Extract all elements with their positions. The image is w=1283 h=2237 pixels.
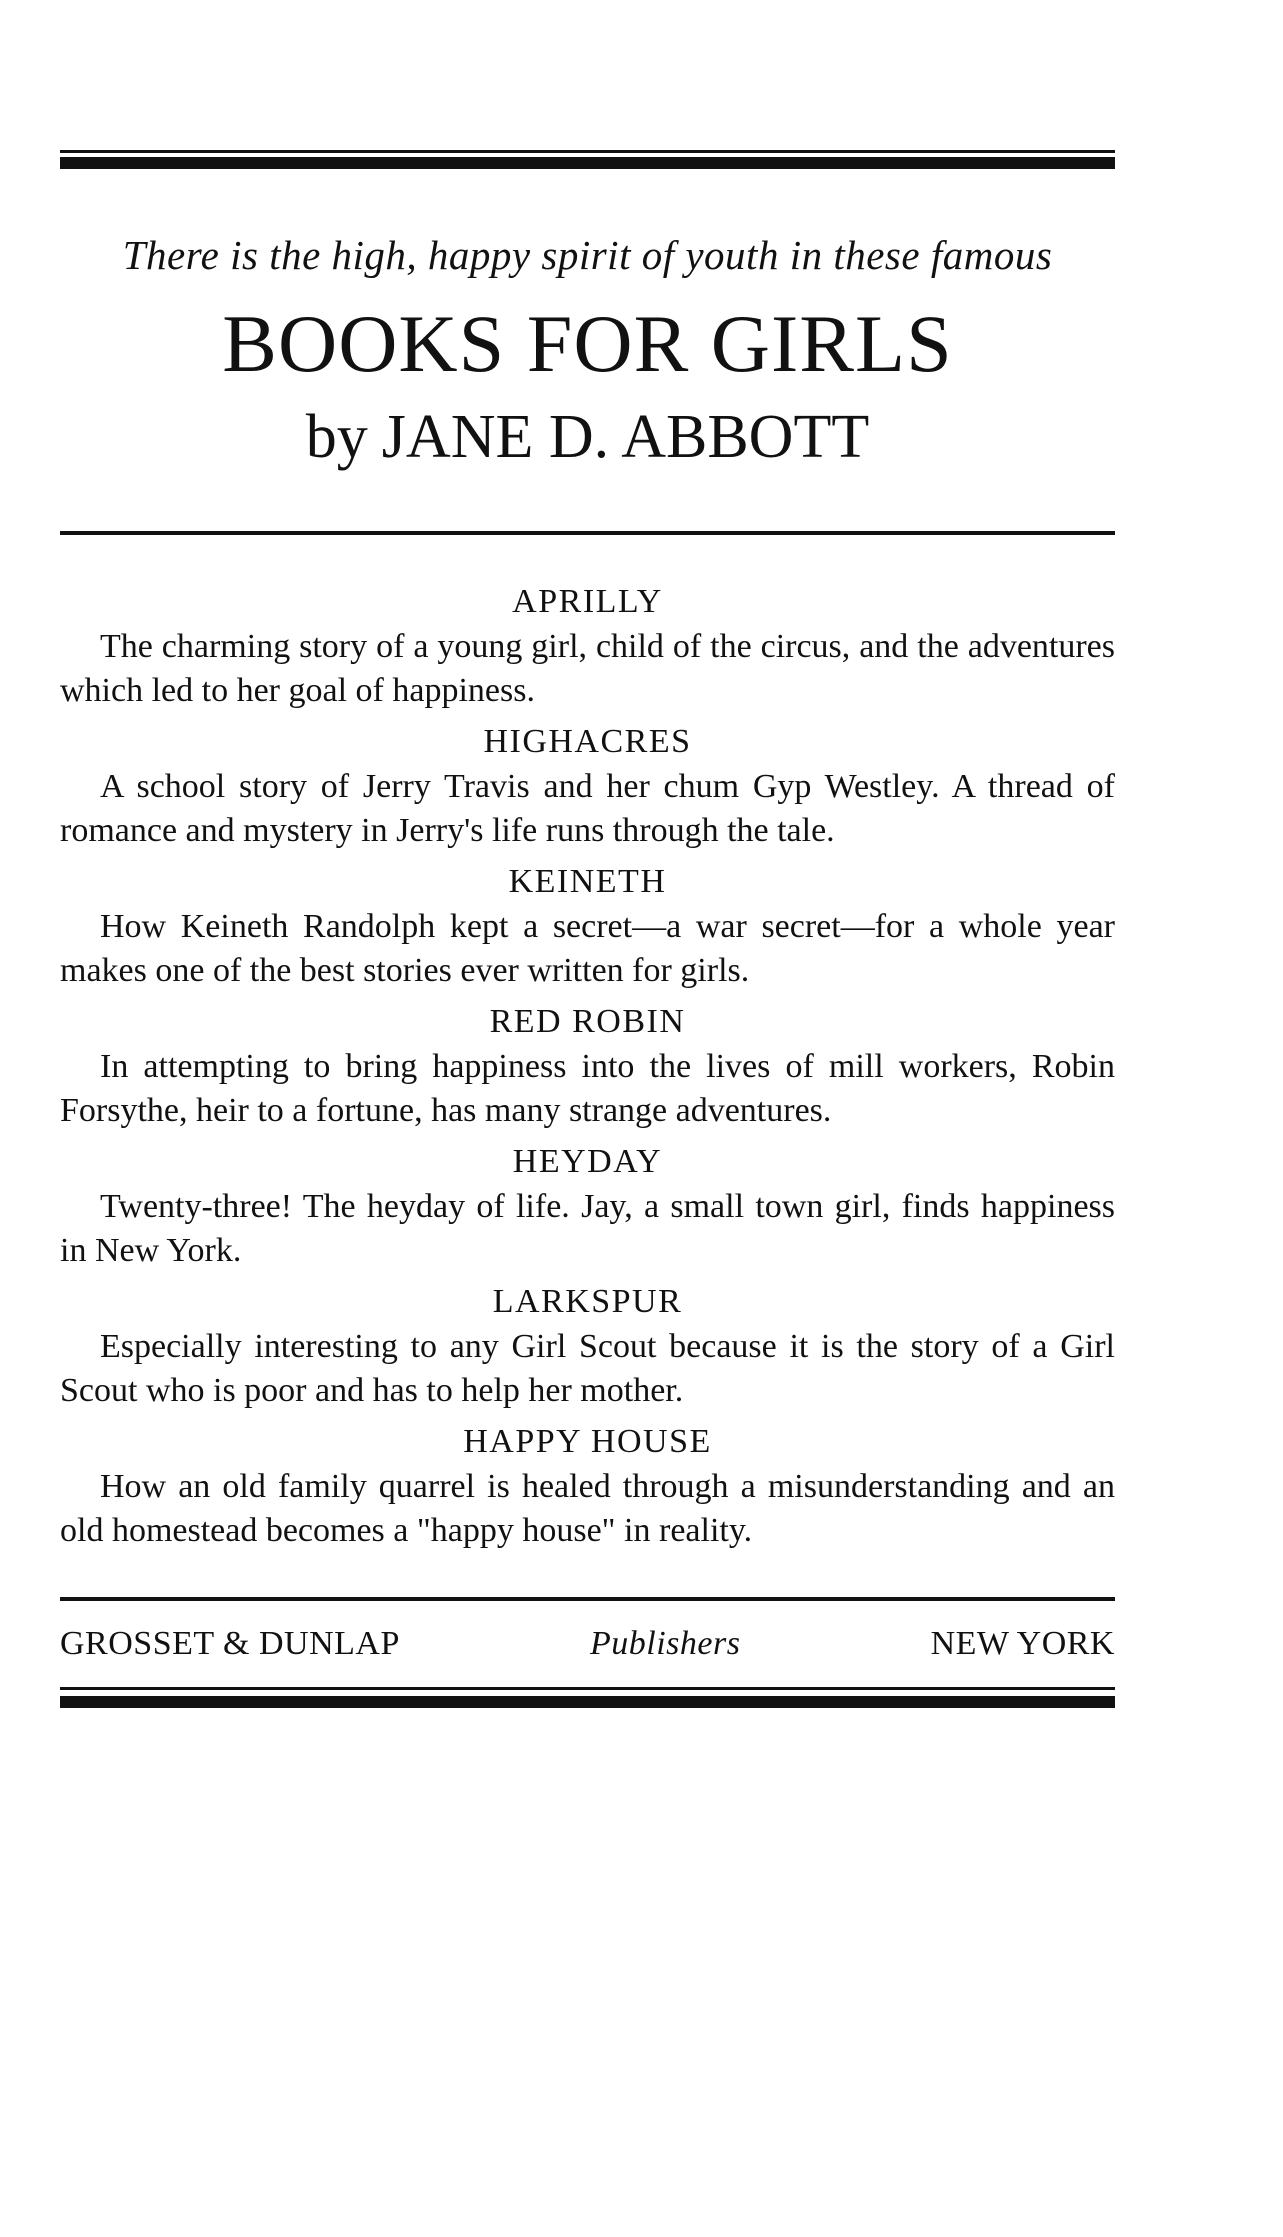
top-rules xyxy=(60,150,1115,169)
book-title: APRILLY xyxy=(512,583,663,621)
book-entry xyxy=(60,719,1115,853)
book-description: How Keineth Randolph kept a secret—a war secret—for a whole year makes one of the best stories ever written for girls. xyxy=(60,908,1115,990)
bottom-thick-rule xyxy=(60,1696,1115,1708)
publisher-city: NEW YORK xyxy=(930,1625,1115,1663)
book-entry xyxy=(60,1279,1115,1413)
book-description: Twenty-three! The heyday of life. Jay, a small town girl, finds happiness in New York. xyxy=(60,1188,1115,1270)
publisher-line xyxy=(60,1625,1115,1663)
header-divider xyxy=(60,531,1115,535)
book-title: RED ROBIN xyxy=(489,1003,686,1041)
book-entry xyxy=(60,999,1115,1133)
book-list xyxy=(60,579,1115,1553)
author-prefix: by xyxy=(305,403,368,472)
book-description: Especially interesting to any Girl Scout because it is the story of a Girl Scout who is poor and has to help her mother. xyxy=(60,1328,1115,1410)
book-description: A school story of Jerry Travis and her chum Gyp Westley. A thread of romance and mystery in Jerry's life runs through the tale. xyxy=(60,768,1115,850)
bottom-rules xyxy=(60,1687,1115,1708)
advertisement-page xyxy=(60,150,1115,1708)
book-title: HIGHACRES xyxy=(483,723,692,761)
book-title: HEYDAY xyxy=(512,1143,663,1181)
bottom-thin-rule xyxy=(60,1687,1115,1690)
book-title: KEINETH xyxy=(508,863,667,901)
footer-divider xyxy=(60,1597,1115,1601)
page-title: BOOKS FOR GIRLS xyxy=(222,298,953,389)
book-title: HAPPY HOUSE xyxy=(463,1423,712,1461)
book-entry xyxy=(60,1419,1115,1553)
book-description: The charming story of a young girl, child of the circus, and the adventures which led to her goal of happiness. xyxy=(60,628,1115,710)
book-entry xyxy=(60,859,1115,993)
book-description: In attempting to bring happiness into the lives of mill workers, Robin Forsythe, heir to a fortune, has many strange adventures. xyxy=(60,1048,1115,1130)
book-title: LARKSPUR xyxy=(492,1283,683,1321)
author-line xyxy=(60,403,1115,471)
publisher-name: GROSSET & DUNLAP xyxy=(60,1625,400,1663)
book-entry xyxy=(60,579,1115,713)
top-thin-rule xyxy=(60,150,1115,153)
book-entry xyxy=(60,1139,1115,1273)
tagline: There is the high, happy spirit of youth in these famous xyxy=(122,232,1053,278)
publisher-role: Publishers xyxy=(590,1625,741,1663)
book-description: How an old family quarrel is healed through a misunderstanding and an old homestead becomes a "happy house" in reality. xyxy=(60,1468,1115,1550)
author-name: JANE D. ABBOTT xyxy=(381,403,870,472)
top-thick-rule xyxy=(60,157,1115,169)
